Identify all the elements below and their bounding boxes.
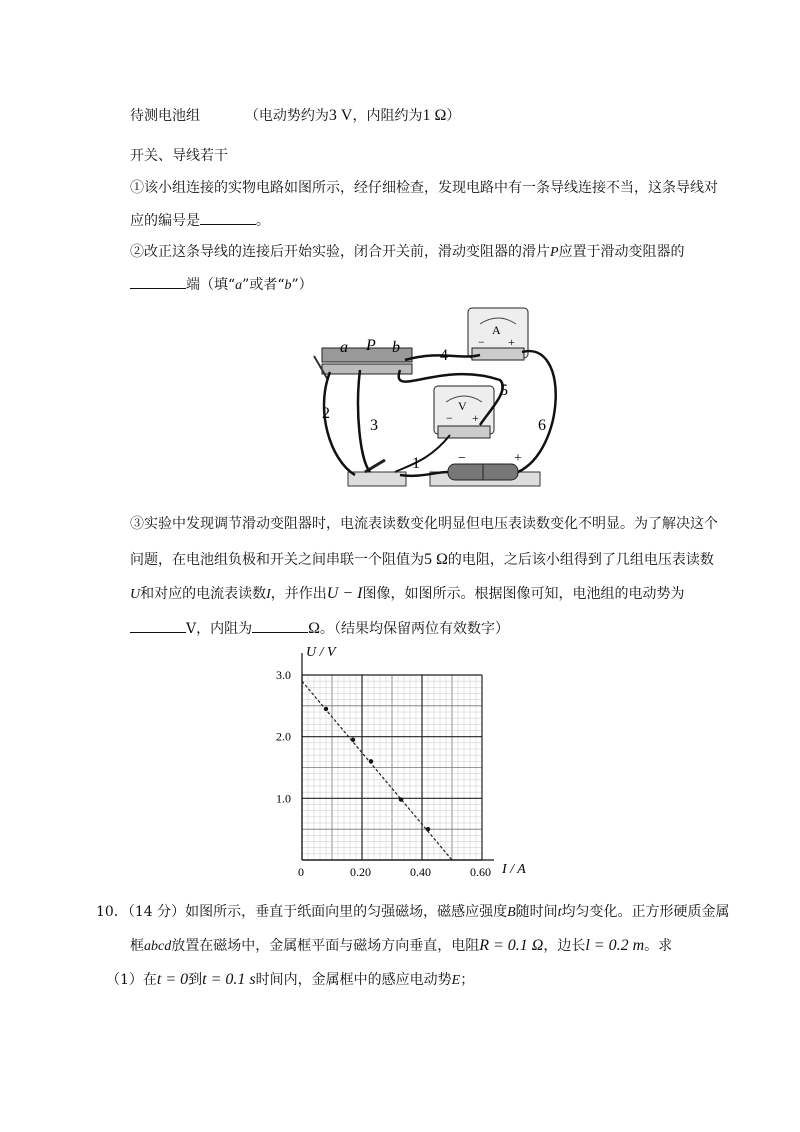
sub1-line	[106, 970, 474, 991]
q3-line2-before: 问题，在电池组负极和开关之间串联一个阻值为	[130, 552, 424, 568]
data-point	[426, 827, 430, 831]
answer-blank-2[interactable]	[130, 274, 186, 289]
q2-a: a	[235, 278, 243, 293]
y-tick-label: 2.0	[276, 729, 291, 744]
battery-spec-close: ）	[446, 108, 461, 124]
label-p: P	[366, 337, 376, 354]
q10-line2-a: 框	[130, 938, 144, 954]
x-tick-label: 0.40	[410, 865, 431, 879]
battery-plus: +	[514, 451, 522, 466]
wire-label-2: 2	[322, 405, 330, 422]
q1-cont-line	[130, 210, 270, 231]
q1-cont-after: 。	[256, 213, 270, 229]
answer-blank-1[interactable]	[200, 210, 256, 225]
battery-spec-open: （电动势约为	[244, 108, 329, 124]
x-axis-label: I / A	[502, 862, 526, 877]
q10-line2-d: 。求	[644, 938, 673, 954]
q10-b: B	[507, 905, 516, 920]
sub1-E: E	[451, 973, 461, 988]
wire-label-6: 6	[538, 417, 546, 434]
data-point	[369, 759, 373, 763]
q3-line3	[130, 584, 684, 605]
wire-3	[358, 370, 370, 472]
q3-series-r: 5 Ω	[424, 551, 448, 568]
sub1-t0: t = 0	[156, 971, 189, 988]
answer-blank-emf[interactable]	[130, 618, 186, 633]
q3-line3-after: 图像，如图所示。根据图像可知，电池组的电动势为	[362, 586, 685, 602]
switch-wires-line: 开关、导线若干	[130, 148, 228, 164]
q3-mid1: 和对应的电流表读数	[140, 586, 267, 602]
q10-text-c: 均匀变化。正方形硬质金属	[561, 904, 730, 920]
q10-l: l = 0.2 m	[585, 937, 645, 954]
q2-or: ”或者“	[242, 277, 285, 293]
data-point	[324, 707, 328, 711]
label-a: a	[340, 339, 348, 356]
x-tick-label: 0	[298, 865, 304, 879]
sub1-c: 时间内，金属框中的感应电动势	[255, 972, 452, 988]
switch-base	[348, 472, 406, 486]
wire-6	[518, 351, 556, 472]
q2-cont-after: ”）	[291, 277, 313, 293]
y-tick-label: 3.0	[276, 668, 291, 682]
circuit-diagram	[300, 300, 570, 495]
sub1-d: ；	[460, 972, 475, 988]
q3-line4-after: 。（结果均保留两位有效数字）	[320, 621, 510, 637]
q3-u: U	[130, 587, 141, 602]
q10-R: R = 0.1 Ω	[479, 937, 544, 954]
y-tick-label: 1.0	[276, 791, 291, 806]
data-point	[351, 738, 355, 742]
q1-line: ①该小组连接的实物电路如图所示，经仔细检查，发现电路中有一条导线连接不当，这条导线对	[130, 180, 718, 196]
battery-label: 待测电池组	[130, 108, 200, 124]
voltmeter-label: V	[458, 399, 467, 413]
q3-mid2: ，并作出	[270, 586, 327, 602]
q2-after-p: 应置于滑动变阻器的	[558, 244, 685, 260]
battery-r: 1 Ω	[422, 107, 447, 124]
data-point	[399, 797, 403, 801]
q10-line2-b: 放置在磁场中，金属框平面与磁场方向垂直，电阻	[171, 938, 480, 954]
ammeter-minus: −	[478, 335, 485, 349]
q3-ui: U − I	[326, 585, 363, 602]
q2-p: P	[550, 245, 559, 260]
voltmeter-minus: −	[446, 411, 453, 425]
q3-line: ③实验中发现调节滑动变阻器时，电流表读数变化明显但电压表读数变化不明显。为了解决这个	[130, 516, 718, 532]
q1-cont-before: 应的编号是	[130, 213, 200, 229]
battery-emf: 3 V	[328, 107, 353, 124]
wire-label-4: 4	[440, 347, 448, 364]
sub1-b: 到	[188, 972, 203, 988]
q10-abcd: abcd	[144, 939, 172, 954]
q10-text-b: 随时间	[515, 904, 558, 920]
q3-line2-after: 的电阻，之后该小组得到了几组电压表读数	[447, 552, 714, 568]
ammeter-plus: +	[508, 335, 515, 349]
q10-line2-c: ，边长	[543, 938, 586, 954]
sub1-t1: t = 0.1 s	[202, 971, 256, 988]
x-tick-label: 0.20	[350, 865, 371, 879]
q10-t: t	[557, 905, 562, 920]
q3-line2	[130, 550, 714, 570]
voltmeter-plus: +	[472, 411, 479, 425]
q10-text-a: （14 分）如图所示，垂直于纸面向里的匀强磁场，磁感应强度	[127, 904, 508, 920]
y-axis-label: U / V	[306, 645, 336, 660]
q2-b: b	[284, 278, 292, 293]
q10-number: 10．	[96, 904, 128, 920]
wire-2	[324, 372, 355, 475]
q2-line	[130, 242, 685, 263]
battery-spec-mid: ，内阻约为	[352, 108, 423, 124]
x-tick-label: 0.60	[470, 865, 491, 879]
q3-line4	[130, 618, 509, 639]
q2-cont-line	[130, 274, 313, 296]
q10-line2	[130, 936, 672, 957]
wire-label-5: 5	[500, 382, 508, 399]
chart-grid-minor	[302, 675, 482, 860]
sub1-a: （1）在	[106, 972, 157, 988]
q3-line4-v: V，内阻为	[186, 621, 253, 637]
q2-cont-before: 端（填“	[186, 277, 236, 293]
chart-ticks	[276, 653, 494, 879]
q10-line	[96, 902, 730, 923]
answer-blank-r[interactable]	[252, 618, 308, 633]
battery-minus: −	[458, 451, 466, 466]
u-i-chart	[270, 640, 540, 880]
q2-before-p: ②改正这条导线的连接后开始实验，闭合开关前，滑动变阻器的滑片	[130, 244, 550, 260]
wire-label-3: 3	[370, 417, 378, 434]
ammeter-label: A	[492, 323, 501, 337]
chart-marks	[302, 681, 452, 860]
q3-i: I	[266, 587, 271, 602]
label-b: b	[392, 339, 400, 356]
battery-line	[130, 106, 460, 126]
wire-label-1: 1	[412, 455, 420, 472]
q3-ohm: Ω	[308, 620, 321, 637]
